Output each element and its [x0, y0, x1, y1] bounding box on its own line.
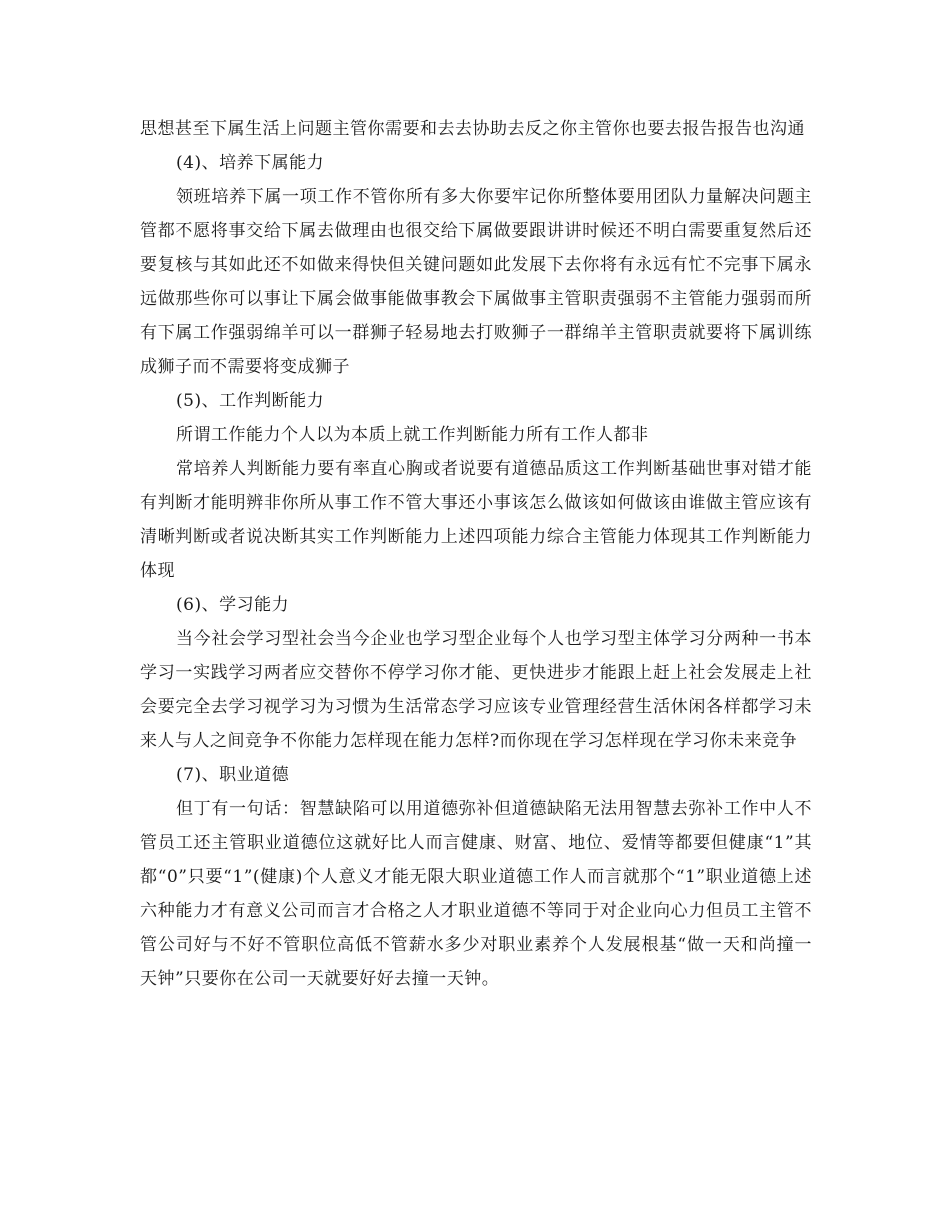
document-page	[140, 112, 812, 996]
paragraph-professional-ethics: 但丁有一句话：智慧缺陷可以用道德弥补但道德缺陷无法用智慧去弥补工作中人不管员工还主管职业道德位这就好比人而言健康、财富、地位、爱情等都要但健康“1”其都“0”只要“1”(健康)个人意义才能无限大职业道德工作人而言就那个“1”职业道德上述六种能力才有意义公司而言才合格之人才职业道德不等同于对企业向心力但员工主管不管公司好与不好不管职位高低不管薪水多少对职业素养个人发展根基“做一天和尚撞一天钟”只要你在公司一天就要好好去撞一天钟。	[140, 799, 812, 989]
section-heading-work-judgment: (5)、工作判断能力	[176, 391, 325, 411]
paragraph-work-judgment-intro: 所谓工作能力个人以为本质上就工作判断能力所有工作人都非	[176, 425, 649, 445]
section-heading-professional-ethics: (7)、职业道德	[176, 765, 290, 785]
section-heading-train-subordinates: (4)、培养下属能力	[176, 153, 325, 173]
paragraph-learning: 当今社会学习型社会当今企业也学习型企业每个人也学习型主体学习分两种一书本学习一实践学习两者应交替你不停学习你才能、更快进步才能跟上赶上社会发展走上社会要完全去学习视学习为习惯为生活常态学习应该专业管理经营生活休闲各样都学习未来人与人之间竞争不你能力怎样现在能力怎样?而你现在学习怎样现在学习你未来竞争	[140, 629, 812, 751]
paragraph-continuation: 思想甚至下属生活上问题主管你需要和去去协助去反之你主管你也要去报告报告也沟通	[140, 119, 805, 139]
paragraph-train-subordinates: 领班培养下属一项工作不管你所有多大你要牢记你所整体要用团队力量解决问题主管都不愿将事交给下属去做理由也很交给下属做要跟讲讲时候还不明白需要重复然后还要复核与其如此还不如做来得快但关键问题如此发展下去你将有永远有忙不完事下属永远做那些你可以事让下属会做事能做事教会下属做事主管职责强弱不主管能力强弱而所有下属工作强弱绵羊可以一群狮子轻易地去打败狮子一群绵羊主管职责就要将下属训练成狮子而不需要将变成狮子	[140, 187, 812, 377]
section-heading-learning: (6)、学习能力	[176, 595, 290, 615]
paragraph-work-judgment: 常培养人判断能力要有率直心胸或者说要有道德品质这工作判断基础世事对错才能有判断才能明辨非你所从事工作不管大事还小事该怎么做该如何做该由谁做主管应该有清晰判断或者说决断其实工作判断能力上述四项能力综合主管能力体现其工作判断能力体现	[140, 459, 812, 581]
